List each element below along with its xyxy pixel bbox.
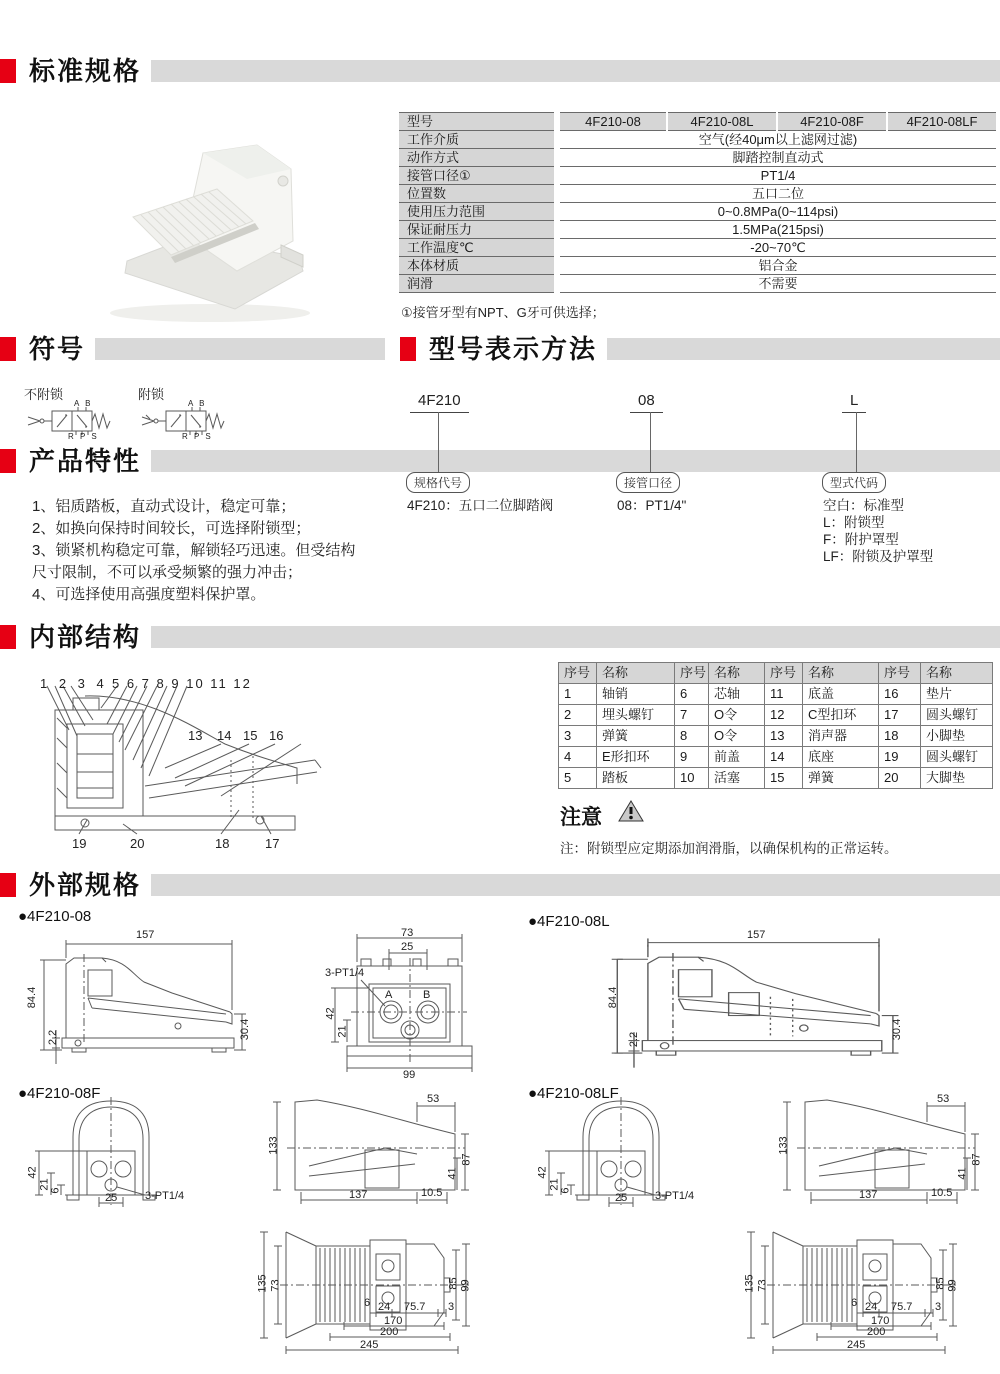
callout-number: 20	[130, 836, 145, 851]
table-cell: 保证耐压力	[399, 221, 557, 239]
dimension-drawing	[265, 1092, 475, 1210]
symbol-with-lock	[138, 384, 244, 444]
table-cell: 10	[675, 768, 709, 789]
table-cell: 16	[879, 684, 921, 705]
header-gray-bar	[151, 450, 1000, 472]
red-square-icon	[0, 59, 16, 83]
notice-title: 注意	[560, 806, 602, 829]
dim-label: 6	[364, 1297, 371, 1309]
table-cell: 型号	[399, 113, 557, 131]
dim-label: 3-PT1/4	[655, 1190, 695, 1202]
table-row	[399, 149, 996, 167]
drawing-08f-top	[252, 1210, 480, 1372]
table-cell: 4F210-08	[557, 113, 667, 131]
dim-label: 30.4	[891, 1018, 904, 1041]
table-cell: 五口二位	[557, 185, 996, 203]
callout-number: 19	[72, 836, 87, 851]
dim-label: 170	[871, 1315, 890, 1327]
callout-numbers: 1 2 3 4	[40, 676, 108, 691]
port-labels-top: A B	[188, 399, 207, 408]
header-gray-bar	[151, 874, 1000, 896]
dim-label: 42	[26, 1166, 39, 1179]
dim-label: 25	[401, 941, 414, 953]
dim-label: 170	[384, 1315, 403, 1327]
red-square-icon	[0, 449, 16, 473]
table-cell: O令	[709, 705, 765, 726]
table-cell: 圆头螺钉	[921, 747, 993, 768]
dim-label: 99	[403, 1069, 416, 1081]
table-cell: 11	[765, 684, 803, 705]
table-cell: 14	[765, 747, 803, 768]
dim-label: 73	[756, 1279, 769, 1292]
table-row	[559, 726, 993, 747]
model-label-08: ●4F210-08	[18, 908, 92, 925]
dim-label: 24	[378, 1301, 391, 1313]
table-cell: 底盖	[803, 684, 879, 705]
notice-text: 注：附锁型应定期添加润滑脂，以确保机构的正常运转。	[560, 841, 898, 856]
table-cell: 13	[765, 726, 803, 747]
port-label-a: A	[385, 989, 393, 1001]
dim-label: 2.2	[628, 1031, 641, 1048]
table-cell: 8	[675, 726, 709, 747]
dim-label: 157	[747, 929, 766, 941]
dim-label: 30.4	[239, 1018, 252, 1041]
table-cell: 位置数	[399, 185, 557, 203]
table-cell: 4	[559, 747, 597, 768]
dim-label: 135	[256, 1274, 269, 1293]
table-cell: 圆头螺钉	[921, 705, 993, 726]
callout-number: 15	[243, 728, 258, 743]
table-cell: E形扣环	[597, 747, 675, 768]
section-title: 型号表示方法	[429, 334, 598, 364]
model-code-desc: 4F210：五口二位脚踏阀	[407, 498, 554, 513]
dim-label: 24	[865, 1301, 878, 1313]
model-code-desc: LF：附锁及护罩型	[823, 549, 934, 564]
dim-label: 133	[267, 1136, 280, 1155]
table-cell: 不需要	[557, 275, 996, 293]
table-cell: 空气(经40μm以上滤网过滤)	[557, 131, 996, 149]
model-code-tag: 规格代号	[406, 472, 470, 493]
dim-label: 25	[615, 1192, 628, 1204]
dim-label: 200	[867, 1326, 886, 1338]
table-cell: 名称	[597, 663, 675, 684]
parts-table	[558, 662, 993, 789]
dim-label: 3	[448, 1301, 455, 1313]
spec-table	[399, 112, 996, 293]
red-square-icon	[0, 337, 16, 361]
table-row	[399, 167, 996, 185]
callout-numbers: 5 6 7 8 9 10 11 12	[112, 676, 252, 691]
section-header-model-code	[400, 336, 1000, 362]
warning-icon	[618, 799, 644, 823]
callout-number: 18	[215, 836, 230, 851]
feature-item: 尺寸限制，不可以承受频繁的强力冲击；	[32, 564, 303, 581]
dim-label: 137	[349, 1189, 368, 1201]
dim-label: 75.7	[404, 1301, 426, 1313]
dim-label: 245	[847, 1339, 866, 1351]
table-cell: 序号	[559, 663, 597, 684]
table-cell: -20~70℃	[557, 239, 996, 257]
features-list	[32, 496, 412, 606]
drawing-08f-front	[25, 1093, 210, 1211]
callout-number: 16	[269, 728, 284, 743]
table-row	[559, 663, 993, 684]
dim-label: 85	[934, 1277, 947, 1290]
dim-label: 3	[935, 1301, 942, 1313]
dim-label: 84.4	[607, 986, 620, 1009]
drawing-08l-side	[595, 928, 950, 1076]
dim-label: 75.7	[891, 1301, 913, 1313]
drawing-08lf-front	[535, 1093, 720, 1211]
drawing-08-side	[28, 930, 283, 1072]
table-cell: 1	[559, 684, 597, 705]
table-cell: 6	[675, 684, 709, 705]
dim-label: 133	[777, 1136, 790, 1155]
dim-label: 157	[136, 929, 155, 941]
port-label-b: B	[423, 989, 431, 1001]
table-cell: 1.5MPa(215psi)	[557, 221, 996, 239]
model-label-08l: ●4F210-08L	[528, 913, 610, 930]
table-cell: 接管口径①	[399, 167, 557, 185]
section-header-features	[0, 448, 1000, 474]
table-cell: 小脚垫	[921, 726, 993, 747]
table-cell: 踏板	[597, 768, 675, 789]
dim-label: 6	[851, 1297, 858, 1309]
dim-label: 10.5	[931, 1187, 953, 1199]
dim-label: 21	[38, 1178, 51, 1191]
table-cell: 0~0.8MPa(0~114psi)	[557, 203, 996, 221]
table-cell: 名称	[921, 663, 993, 684]
table-row	[559, 705, 993, 726]
table-cell: 20	[879, 768, 921, 789]
dim-label: 73	[269, 1279, 282, 1292]
symbol-no-lock	[24, 384, 130, 444]
table-cell: 序号	[879, 663, 921, 684]
dim-label: 42	[324, 1007, 337, 1020]
dim-label: 85	[447, 1277, 460, 1290]
leader-line	[650, 412, 651, 474]
product-photo	[85, 125, 325, 330]
table-cell: 活塞	[709, 768, 765, 789]
dim-label: 200	[380, 1326, 399, 1338]
drawing-08-front	[324, 927, 485, 1081]
table-row	[559, 768, 993, 789]
table-cell: 工作介质	[399, 131, 557, 149]
table-cell: 弹簧	[597, 726, 675, 747]
table-row	[399, 203, 996, 221]
table-cell: 19	[879, 747, 921, 768]
model-code-segment-2: 08	[630, 392, 663, 413]
table-row	[399, 275, 996, 293]
model-code-segment-1: 4F210	[410, 392, 469, 413]
table-cell: 使用压力范围	[399, 203, 557, 221]
table-cell: 底座	[803, 747, 879, 768]
dim-label: 87	[970, 1153, 983, 1166]
section-header-internal	[0, 624, 1000, 650]
dim-label: 3-PT1/4	[145, 1190, 185, 1202]
table-cell: 2	[559, 705, 597, 726]
drawing-08f-side	[265, 1092, 475, 1210]
dim-label: 42	[536, 1166, 549, 1179]
section-header-external	[0, 872, 1000, 898]
table-cell: 4F210-08F	[777, 113, 887, 131]
callout-number: 13	[188, 728, 203, 743]
table-cell: 脚踏控制直动式	[557, 149, 996, 167]
table-row	[399, 113, 996, 131]
model-label-08f: ●4F210-08F	[18, 1085, 101, 1102]
section-title: 外部规格	[29, 870, 142, 900]
dim-label: 6	[49, 1187, 62, 1194]
table-cell: PT1/4	[557, 167, 996, 185]
leader-line	[438, 412, 439, 474]
feature-item: 4、可选择使用高强度塑料保护罩。	[32, 586, 266, 603]
dimension-drawing	[775, 1092, 985, 1210]
table-cell: 动作方式	[399, 149, 557, 167]
dim-label: 6	[559, 1187, 572, 1194]
table-row	[559, 684, 993, 705]
model-code-tag: 型式代码	[822, 472, 886, 493]
callout-number: 17	[265, 836, 280, 851]
leader-line	[856, 412, 857, 474]
dim-label: 21	[548, 1178, 561, 1191]
dimension-drawing	[595, 928, 950, 1076]
feature-item: 1、铝质踏板，直动式设计，稳定可靠；	[32, 498, 296, 515]
section-title: 内部结构	[29, 622, 142, 652]
table-cell: 3	[559, 726, 597, 747]
table-cell: 9	[675, 747, 709, 768]
dim-label: 21	[336, 1025, 349, 1038]
dim-label: 99	[946, 1279, 959, 1292]
table-cell: 序号	[765, 663, 803, 684]
dim-label: 137	[859, 1189, 878, 1201]
model-code-tag: 接管口径	[616, 472, 680, 493]
table-cell: 前盖	[709, 747, 765, 768]
section-title: 标准规格	[29, 56, 142, 86]
table-cell: 7	[675, 705, 709, 726]
table-cell: 大脚垫	[921, 768, 993, 789]
port-labels-bottom: R P S	[182, 432, 213, 441]
dimension-drawing	[28, 930, 283, 1072]
port-labels-top: A B	[74, 399, 93, 408]
dim-label: 135	[743, 1274, 756, 1293]
table-cell: 4F210-08L	[667, 113, 777, 131]
dim-label: 25	[105, 1192, 118, 1204]
table-cell: 弹簧	[803, 768, 879, 789]
table-row	[399, 221, 996, 239]
table-cell: 17	[879, 705, 921, 726]
feature-item: 3、锁紧机构稳定可靠，解锁轻巧迅速。但受结构	[32, 542, 356, 559]
dim-label: 10.5	[421, 1187, 443, 1199]
model-code-desc: L：附锁型	[823, 515, 885, 530]
feature-item: 2、如换向保持时间较长，可选择附锁型；	[32, 520, 311, 537]
table-cell: 铝合金	[557, 257, 996, 275]
table-row	[399, 257, 996, 275]
section-title: 符号	[29, 334, 86, 364]
table-cell: 芯轴	[709, 684, 765, 705]
drawing-08lf-top	[739, 1210, 967, 1372]
table-cell: 18	[879, 726, 921, 747]
section-title: 产品特性	[29, 446, 142, 476]
table-row	[399, 131, 996, 149]
section-header-symbol	[0, 336, 385, 362]
red-square-icon	[0, 873, 16, 897]
dim-label: 41	[956, 1167, 969, 1180]
port-labels-bottom: R P S	[68, 432, 99, 441]
dim-label: 53	[427, 1093, 440, 1105]
table-cell: 名称	[803, 663, 879, 684]
table-row	[399, 239, 996, 257]
model-code-desc: F：附护罩型	[823, 532, 899, 547]
drawing-08lf-side	[775, 1092, 985, 1210]
header-gray-bar	[95, 338, 385, 360]
dim-label: 245	[360, 1339, 379, 1351]
table-cell: 轴销	[597, 684, 675, 705]
table-footnote: ①接管牙型有NPT、G牙可供选择；	[401, 305, 605, 320]
symbol-label: 附锁	[138, 387, 165, 402]
table-cell: 12	[765, 705, 803, 726]
table-cell: 15	[765, 768, 803, 789]
red-square-icon	[400, 337, 416, 361]
dim-label: 99	[459, 1279, 472, 1292]
table-row	[559, 747, 993, 768]
model-code-segment-3: L	[842, 392, 866, 413]
dim-label: 73	[401, 927, 414, 939]
dim-label: 41	[446, 1167, 459, 1180]
table-cell: 5	[559, 768, 597, 789]
internal-structure-diagram	[25, 668, 345, 853]
dim-label: 53	[937, 1093, 950, 1105]
table-cell: 序号	[675, 663, 709, 684]
table-cell: 垫片	[921, 684, 993, 705]
header-gray-bar	[151, 626, 1000, 648]
table-row	[399, 185, 996, 203]
dim-label: 3-PT1/4	[325, 967, 365, 979]
table-cell: 名称	[709, 663, 765, 684]
table-cell: C型扣环	[803, 705, 879, 726]
table-cell: 4F210-08LF	[887, 113, 996, 131]
red-square-icon	[0, 625, 16, 649]
table-cell: 润滑	[399, 275, 557, 293]
dim-label: 2.2	[47, 1029, 60, 1046]
table-cell: 消声器	[803, 726, 879, 747]
table-cell: 工作温度℃	[399, 239, 557, 257]
model-code-desc: 空白：标准型	[823, 498, 904, 513]
table-cell: 埋头螺钉	[597, 705, 675, 726]
symbol-label: 不附锁	[24, 387, 64, 402]
callout-number: 14	[217, 728, 232, 743]
table-cell: O令	[709, 726, 765, 747]
header-gray-bar	[607, 338, 1000, 360]
section-header-standard-spec	[0, 58, 1000, 84]
dim-label: 87	[460, 1153, 473, 1166]
model-code-desc: 08：PT1/4"	[617, 498, 687, 513]
model-label-08lf: ●4F210-08LF	[528, 1085, 619, 1102]
header-gray-bar	[151, 60, 1000, 82]
table-cell: 本体材质	[399, 257, 557, 275]
dim-label: 84.4	[26, 986, 39, 1009]
